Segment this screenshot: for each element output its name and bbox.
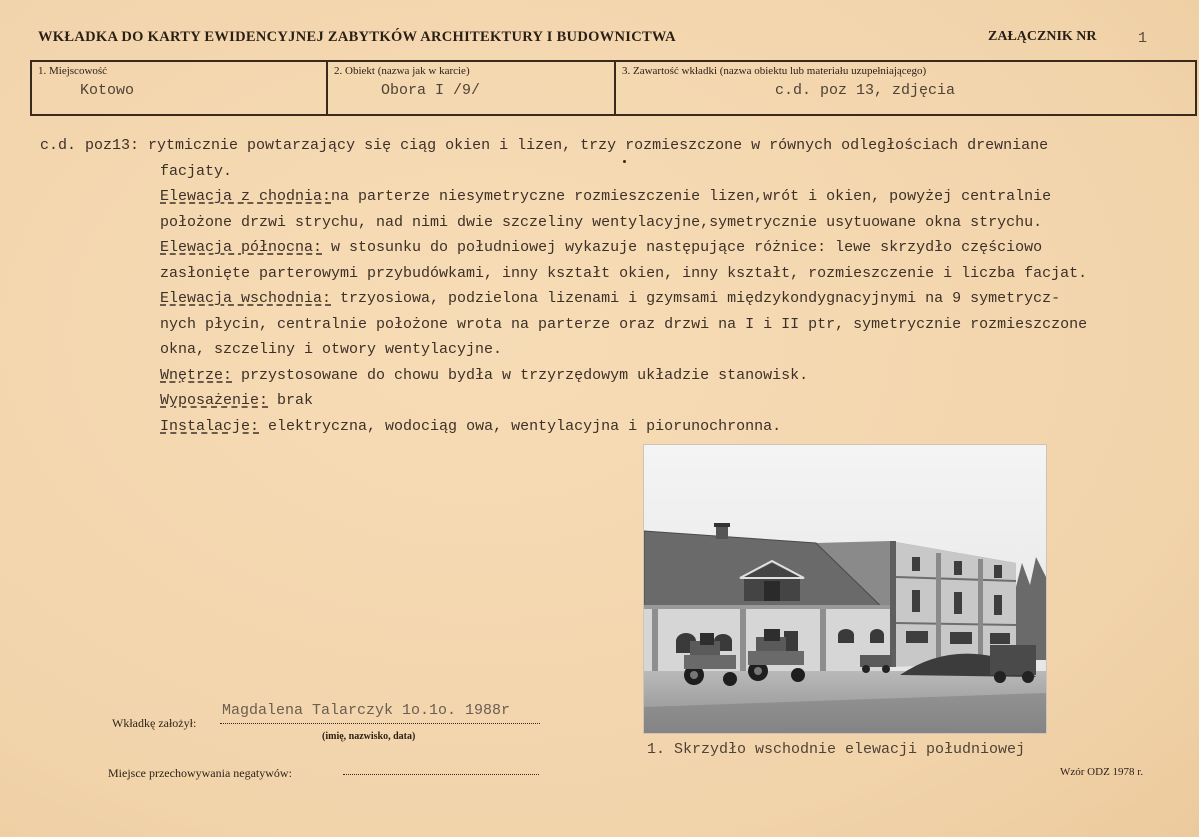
description-span: facjaty.: [160, 162, 233, 180]
description-span: w stosunku do południowej wykazuje następujące różnice: lewe skrzydło częściowo: [322, 239, 1043, 256]
continuation-label: c.d. poz13:: [40, 137, 149, 154]
description-span: nych płycin, centralnie położone wrota na parterze oraz drzwi na I i II ptr, symetrycznie rozmieszczone: [160, 315, 1088, 333]
description-span: trzyosiowa, podzielona lizenami i gzymsami międzykondygnacyjnymi na 9 symetrycz-: [331, 290, 1061, 307]
south-elevation-heading: Elewacja z chodnia:: [160, 188, 332, 205]
description-text: [40, 133, 1199, 439]
description-span: zasłonięte parterowymi przybudówkami, inny kształt okien, inny kształt, rozmieszczenie i liczba facjat.: [160, 264, 1088, 282]
annex-label: ZAŁĄCZNIK NR: [988, 29, 1097, 44]
form-code: Wzór ODZ 1978 r.: [1060, 766, 1144, 778]
object-label: 2. Obiekt (nazwa jak w karcie): [334, 65, 470, 77]
installations-heading: Instalacje:: [160, 417, 260, 435]
description-line: [40, 261, 1199, 287]
description-line: [40, 184, 1199, 210]
equipment-heading: Wyposażenie:: [160, 392, 269, 409]
table-bottom-rule: [30, 114, 1196, 116]
description-line: [40, 159, 1199, 185]
negatives-label: Miejsce przechowywania negatywów:: [108, 766, 292, 780]
locality-value: Kotowo: [80, 82, 135, 99]
locality-label: 1. Miejscowość: [38, 65, 108, 77]
description-span: elektryczna, wodociąg owa, wentylacyjna i piorunochronna.: [259, 417, 782, 435]
description-span: rytmicznie powtarzający się ciąg okien i lizen, trzy rozmieszczone w równych odległościach drewniane: [148, 137, 1049, 154]
table-top-rule: [30, 60, 1196, 62]
description-span: okna, szczeliny i otwory wentylacyjne.: [160, 341, 503, 358]
annex-number: 1: [1138, 30, 1148, 47]
object-value: Obora I /9/: [381, 82, 481, 99]
author-hint: (imię, nazwisko, data): [322, 731, 416, 742]
description-span: na parterze niesymetryczne rozmieszczenie lizen,wrót i okien, powyżej centralnie: [331, 188, 1052, 205]
author-dotted-line: [220, 723, 540, 724]
description-line: [40, 235, 1199, 261]
negatives-dotted-line: [343, 774, 539, 775]
description-span: brak: [268, 392, 314, 409]
table-right-rule: [1195, 60, 1197, 116]
content-value: c.d. poz 13, zdjęcia: [775, 82, 956, 99]
description-line: [40, 312, 1199, 338]
east-elevation-heading: Elewacja wschodnia:: [160, 290, 332, 307]
author-label: Wkładkę założył:: [112, 716, 197, 730]
interior-heading: Wnętrze:: [160, 366, 233, 384]
description-span: przystosowane do chowu bydła w trzyrzędowym układzie stanowisk.: [232, 366, 809, 384]
description-line: [40, 414, 1199, 440]
building-photo: [644, 445, 1046, 733]
description-line: [40, 210, 1199, 236]
photo-caption: 1. Skrzydło wschodnie elewacji południowej: [647, 741, 1026, 758]
description-line: [40, 286, 1199, 312]
description-line: [40, 363, 1199, 389]
table-left-rule: [30, 60, 32, 116]
author-name-date: Magdalena Talarczyk 1o.1o. 1988r: [222, 702, 511, 719]
description-span: położone drzwi strychu, nad nimi dwie szczeliny wentylacyjne,symetrycznie usytuowane okna strychu.: [160, 213, 1043, 231]
content-label: 3. Zawartość wkładki (nazwa obiektu lub materiału uzupełniającego): [622, 65, 927, 77]
card-title: WKŁADKA DO KARTY EWIDENCYJNEJ ZABYTKÓW ARCHITEKTURY I BUDOWNICTWA: [38, 29, 676, 45]
table-divider-1: [326, 60, 328, 116]
table-divider-2: [614, 60, 616, 116]
description-line: [40, 133, 1199, 159]
north-elevation-heading: Elewacja północna:: [160, 239, 323, 256]
description-line: [40, 388, 1199, 414]
barn-photo-image: [644, 445, 1046, 733]
description-line: [40, 337, 1199, 363]
paper-speck: [623, 160, 626, 163]
